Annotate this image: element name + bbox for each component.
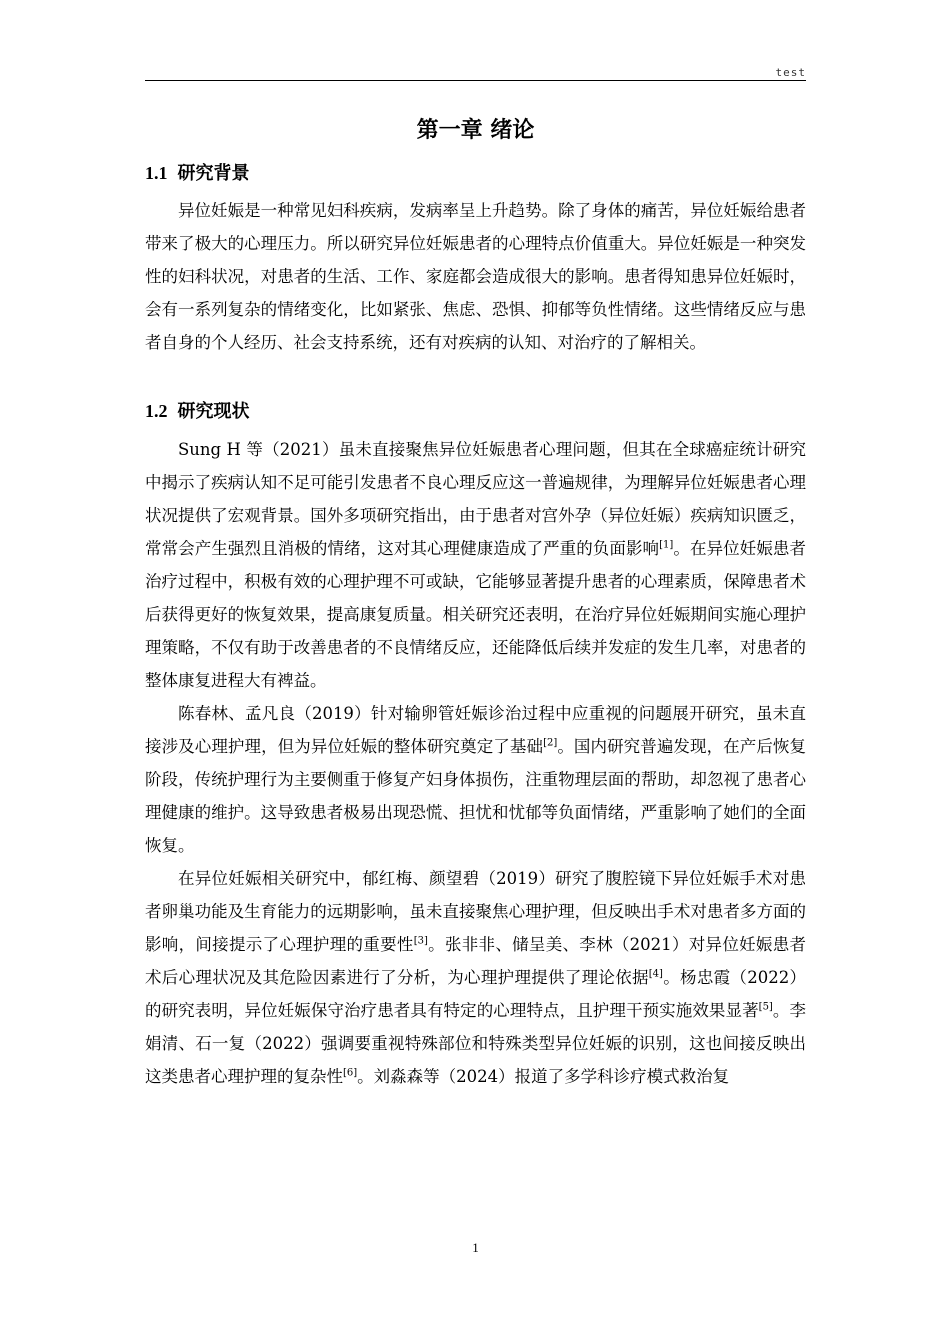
text-run: 。杨忠霞（2022）的研究表明，异位妊娠保守治疗患者具有特定的心理特点，且护理干预实施效果显著: [145, 968, 806, 1020]
citation-ref[interactable]: [3]: [413, 935, 428, 947]
text-run: 异位妊娠是一种常见妇科疾病，发病率呈上升趋势。除了身体的痛苦，异位妊娠给患者带来了极大的心理压力。所以研究异位妊娠患者的心理特点价值重大。异位妊娠是一种突发性的妇科状况，对患者的生活、工作、家庭都会造成很大的影响。患者得知患异位妊娠时，会有一系列复杂的情绪变化，比如紧张、焦虑、恐惧、抑郁等负性情绪。这些情绪反应与患者自身的个人经历、社会支持系统，还有对疾病的认知、对治疗的了解相关。: [145, 201, 806, 352]
text-run: Sung H 等（2021）虽未直接聚焦异位妊娠患者心理问题，但其在全球癌症统计研究中揭示了疾病认知不足可能引发患者不良心理反应这一普遍规律，为理解异位妊娠患者心理状况提供了宏观背景。国外多项研究指出，由于患者对宫外孕（异位妊娠）疾病知识匮乏，常常会产生强烈且消极的情绪，这对其心理健康造成了严重的负面影响: [145, 440, 806, 558]
text-run: 陈春林、孟凡良（2019）针对输卵管妊娠诊治过程中应重视的问题展开研究，虽未直接涉及心理护理，但为异位妊娠的整体研究奠定了基础: [145, 704, 806, 756]
citation-ref[interactable]: [5]: [758, 1001, 773, 1013]
header-text: test: [775, 66, 806, 79]
page-number: 1: [472, 1240, 479, 1255]
citation-ref[interactable]: [1]: [659, 539, 674, 551]
text-run: 。国内研究普遍发现，在产后恢复阶段，传统护理行为主要侧重于修复产妇身体损伤，注重物理层面的帮助，却忽视了患者心理健康的维护。这导致患者极易出现恐慌、担忧和忧郁等负面情绪，严重影响了她们的全面恢复。: [145, 737, 807, 855]
paragraph: [145, 697, 806, 862]
section-title-text: 研究现状: [177, 401, 250, 422]
section-heading-1-2: [145, 396, 250, 427]
text-run: 。刘淼森等（2024）报道了多学科诊疗模式救治复: [357, 1067, 730, 1086]
paragraph: [145, 862, 806, 1093]
section-heading-1-1: [145, 158, 250, 189]
citation-ref[interactable]: [6]: [343, 1067, 358, 1079]
text-run: 在异位妊娠相关研究中，郁红梅、颜望碧（2019）研究了腹腔镜下异位妊娠手术对患者卵巢功能及生育能力的远期影响，虽未直接聚焦心理护理，但反映出手术对患者多方面的影响，间接提示了心理护理的重要性: [145, 869, 806, 954]
text-run: 。张非非、储呈美、李林（2021）对异位妊娠患者术后心理状况及其危险因素进行了分析，为心理护理提供了理论依据: [145, 935, 806, 987]
text-run: 。李娟清、石一复（2022）强调要重视特殊部位和特殊类型异位妊娠的识别，这也间接反映出这类患者心理护理的复杂性: [145, 1001, 807, 1086]
section-number: 1.1: [145, 163, 168, 183]
section-title-text: 研究背景: [177, 163, 250, 184]
chapter-title: 第一章 绪论: [416, 118, 535, 143]
section-body-1-2: [145, 433, 806, 1093]
text-run: 。在异位妊娠患者治疗过程中，积极有效的心理护理不可或缺，它能够显著提升患者的心理素质，保障患者术后获得更好的恢复效果，提高康复质量。相关研究还表明，在治疗异位妊娠期间实施心理护理策略，不仅有助于改善患者的不良情绪反应，还能降低后续并发症的发生几率，对患者的整体康复进程大有裨益。: [145, 539, 807, 690]
paragraph: [145, 194, 806, 359]
paragraph: [145, 433, 806, 697]
citation-ref[interactable]: [2]: [543, 737, 558, 749]
section-number: 1.2: [145, 401, 168, 421]
section-body-1-1: [145, 194, 806, 359]
citation-ref[interactable]: [4]: [648, 968, 663, 980]
page-header: [145, 66, 806, 81]
